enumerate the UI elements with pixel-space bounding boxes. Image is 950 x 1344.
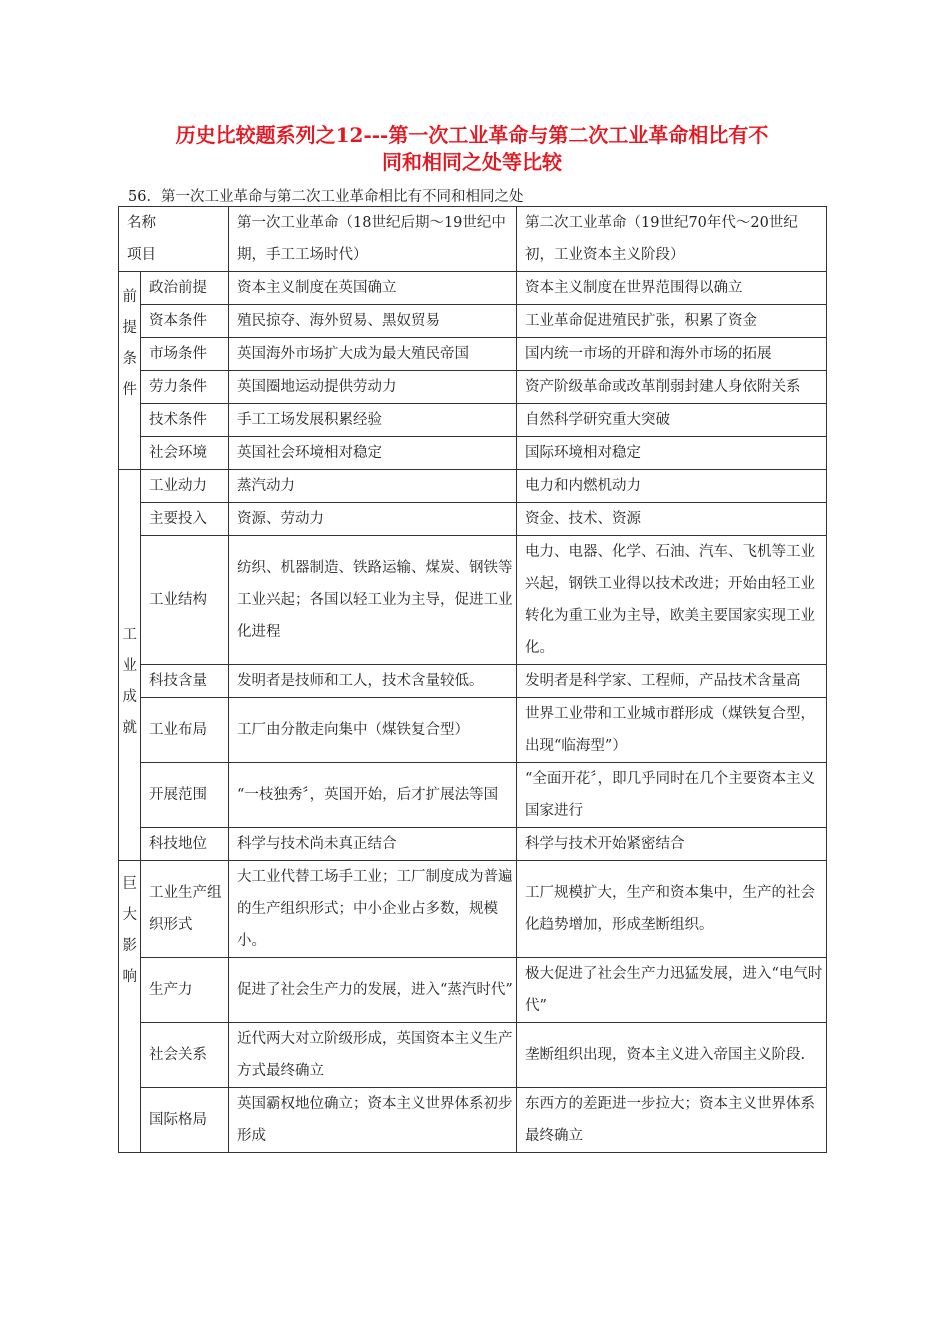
second-revolution-cell: 国际环境相对稳定 <box>517 437 827 470</box>
row-item: 市场条件 <box>141 338 229 371</box>
table-row <box>119 470 827 503</box>
row-item: 开展范围 <box>141 763 229 828</box>
second-revolution-cell: 资金、技术、资源 <box>517 503 827 536</box>
first-revolution-cell: “一枝独秀〞，英国开始，后才扩展法等国 <box>229 763 517 828</box>
second-revolution-cell: “全面开花〞，即几乎同时在几个主要资本主义国家进行 <box>517 763 827 828</box>
row-item: 技术条件 <box>141 404 229 437</box>
first-revolution-cell: 英国海外市场扩大成为最大殖民帝国 <box>229 338 517 371</box>
table-row <box>119 536 827 665</box>
row-item: 社会环境 <box>141 437 229 470</box>
table-row <box>119 763 827 828</box>
first-revolution-cell: 近代两大对立阶级形成，英国资本主义生产方式最终确立 <box>229 1023 517 1088</box>
table-row <box>119 272 827 305</box>
second-revolution-cell: 工业革命促进殖民扩张，积累了资金 <box>517 305 827 338</box>
second-revolution-cell: 科学与技术开始紧密结合 <box>517 828 827 861</box>
table-row <box>119 698 827 763</box>
title-line-1: 历史比较题系列之12---第一次工业革命与第二次工业革命相比有不 <box>175 123 769 147</box>
first-revolution-cell: 发明者是技师和工人，技术含量较低。 <box>229 665 517 698</box>
first-revolution-cell: 英国霸权地位确立；资本主义世界体系初步形成 <box>229 1088 517 1153</box>
header-item-name <box>119 207 229 272</box>
document-title <box>118 122 826 176</box>
header-name-line-1: 名称 <box>127 215 156 231</box>
row-item: 工业布局 <box>141 698 229 763</box>
second-revolution-cell: 电力和内燃机动力 <box>517 470 827 503</box>
row-item: 劳力条件 <box>141 371 229 404</box>
second-revolution-cell: 资本主义制度在世界范围得以确立 <box>517 272 827 305</box>
second-revolution-cell: 极大促进了社会生产力迅猛发展，进入“电气时代” <box>517 958 827 1023</box>
second-revolution-cell: 工厂规模扩大，生产和资本集中，生产的社会化趋势增加，形成垄断组织。 <box>517 861 827 958</box>
table-row <box>119 958 827 1023</box>
row-item: 资本条件 <box>141 305 229 338</box>
row-item: 科技地位 <box>141 828 229 861</box>
first-revolution-cell: 资本主义制度在英国确立 <box>229 272 517 305</box>
row-item: 国际格局 <box>141 1088 229 1153</box>
header-second-revolution: 第二次工业革命（19世纪70年代～20世纪初，工业资本主义阶段） <box>517 207 827 272</box>
group-label-text: 巨大影响 <box>122 876 137 985</box>
table-row <box>119 404 827 437</box>
table-row <box>119 861 827 958</box>
row-item: 工业动力 <box>141 470 229 503</box>
row-item: 工业结构 <box>141 536 229 665</box>
question-subtitle: 56．第一次工业革命与第二次工业革命相比有不同和相同之处 <box>128 189 524 205</box>
first-revolution-cell: 英国社会环境相对稳定 <box>229 437 517 470</box>
table-row <box>119 437 827 470</box>
row-item: 政治前提 <box>141 272 229 305</box>
table-row <box>119 1023 827 1088</box>
table-header-row <box>119 207 827 272</box>
first-revolution-cell: 工厂由分散走向集中（煤铁复合型） <box>229 698 517 763</box>
table-row <box>119 371 827 404</box>
row-item: 科技含量 <box>141 665 229 698</box>
first-revolution-cell: 殖民掠夺、海外贸易、黑奴贸易 <box>229 305 517 338</box>
first-revolution-cell: 纺织、机器制造、铁路运输、煤炭、钢铁等工业兴起；各国以轻工业为主导，促进工业化进程 <box>229 536 517 665</box>
group-impact <box>119 861 141 1153</box>
first-revolution-cell: 大工业代替工场手工业；工厂制度成为普遍的生产组织形式；中小企业占多数，规模小。 <box>229 861 517 958</box>
table-row <box>119 503 827 536</box>
second-revolution-cell: 发明者是科学家、工程师，产品技术含量高 <box>517 665 827 698</box>
second-revolution-cell: 国内统一市场的开辟和海外市场的拓展 <box>517 338 827 371</box>
second-revolution-cell: 自然科学研究重大突破 <box>517 404 827 437</box>
table-row <box>119 665 827 698</box>
second-revolution-cell: 电力、电器、化学、石油、汽车、飞机等工业兴起，钢铁工业得以技术改进；开始由轻工业转化为重工业为主导，欧美主要国家实现工业化。 <box>517 536 827 665</box>
second-revolution-cell: 资产阶级革命或改革削弱封建人身依附关系 <box>517 371 827 404</box>
comparison-table <box>118 206 827 1153</box>
second-revolution-cell: 垄断组织出现，资本主义进入帝国主义阶段. <box>517 1023 827 1088</box>
table-row <box>119 338 827 371</box>
first-revolution-cell: 英国圈地运动提供劳动力 <box>229 371 517 404</box>
first-revolution-cell: 科学与技术尚未真正结合 <box>229 828 517 861</box>
header-name-line-2: 项目 <box>127 247 156 263</box>
first-revolution-cell: 资源、劳动力 <box>229 503 517 536</box>
comparison-table-body <box>119 207 827 1153</box>
group-label-text: 工业成就 <box>122 627 137 736</box>
first-revolution-cell: 手工工场发展积累经验 <box>229 404 517 437</box>
second-revolution-cell: 世界工业带和工业城市群形成（煤铁复合型，出现“临海型”） <box>517 698 827 763</box>
header-first-revolution: 第一次工业革命（18世纪后期～19世纪中期，手工工场时代） <box>229 207 517 272</box>
row-item: 生产力 <box>141 958 229 1023</box>
first-revolution-cell: 蒸汽动力 <box>229 470 517 503</box>
table-row <box>119 828 827 861</box>
first-revolution-cell: 促进了社会生产力的发展，进入“蒸汽时代” <box>229 958 517 1023</box>
group-prerequisites <box>119 272 141 470</box>
row-item: 主要投入 <box>141 503 229 536</box>
title-line-2: 同和相同之处等比较 <box>382 150 562 174</box>
row-item: 工业生产组织形式 <box>141 861 229 958</box>
group-achievements <box>119 470 141 861</box>
group-label-text: 前提条件 <box>122 289 137 398</box>
second-revolution-cell: 东西方的差距进一步拉大；资本主义世界体系最终确立 <box>517 1088 827 1153</box>
table-row <box>119 1088 827 1153</box>
table-row <box>119 305 827 338</box>
row-item: 社会关系 <box>141 1023 229 1088</box>
